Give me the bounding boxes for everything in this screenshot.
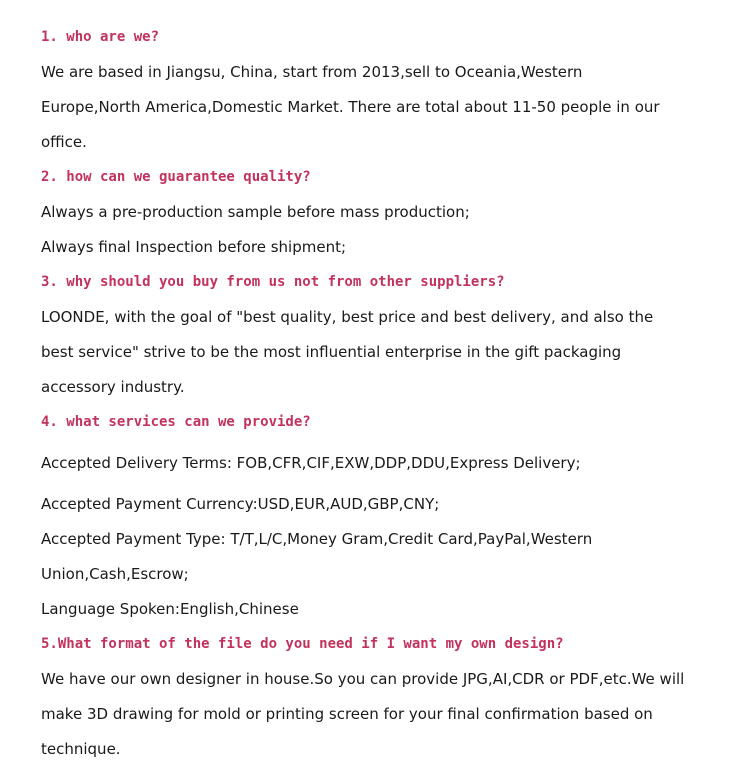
faq-answer-payment-currency: Accepted Payment Currency:USD,EUR,AUD,GBP,CNY; bbox=[41, 495, 440, 513]
faq-answer-line: Union,Cash,Escrow; bbox=[41, 565, 189, 583]
faq-question-quality: 2. how can we guarantee quality? bbox=[41, 169, 311, 185]
faq-question-why-buy: 3. why should you buy from us not from other suppliers? bbox=[41, 274, 505, 290]
faq-answer-line: Europe,North America,Domestic Market. There are total about 11-50 people in our bbox=[41, 98, 660, 116]
faq-answer-payment-type: Accepted Payment Type: T/T,L/C,Money Gram,Credit Card,PayPal,Western bbox=[41, 530, 593, 548]
faq-question-services: 4. what services can we provide? bbox=[41, 414, 311, 430]
faq-answer-line: Always a pre-production sample before mass production; bbox=[41, 203, 470, 221]
faq-answer-line: Always final Inspection before shipment; bbox=[41, 238, 347, 256]
faq-answer-line: best service" strive to be the most influential enterprise in the gift packaging bbox=[41, 343, 622, 361]
faq-answer-line: office. bbox=[41, 133, 87, 151]
faq-answer-line: We are based in Jiangsu, China, start from 2013,sell to Oceania,Western bbox=[41, 63, 583, 81]
faq-section bbox=[41, 20, 721, 767]
faq-answer-delivery-terms: Accepted Delivery Terms: FOB,CFR,CIF,EXW,DDP,DDU,Express Delivery; bbox=[41, 454, 581, 472]
faq-question-file-format: 5.What format of the file do you need if I want my own design? bbox=[41, 636, 564, 652]
faq-answer-line: We have our own designer in house.So you can provide JPG,AI,CDR or PDF,etc.We will bbox=[41, 670, 685, 688]
faq-answer-line: technique. bbox=[41, 740, 121, 758]
faq-answer-line: LOONDE, with the goal of "best quality, best price and best delivery, and also the bbox=[41, 308, 654, 326]
faq-answer-line: make 3D drawing for mold or printing screen for your final confirmation based on bbox=[41, 705, 653, 723]
faq-answer-line: accessory industry. bbox=[41, 378, 185, 396]
faq-question-who-are-we: 1. who are we? bbox=[41, 29, 160, 45]
faq-answer-language: Language Spoken:English,Chinese bbox=[41, 600, 299, 618]
